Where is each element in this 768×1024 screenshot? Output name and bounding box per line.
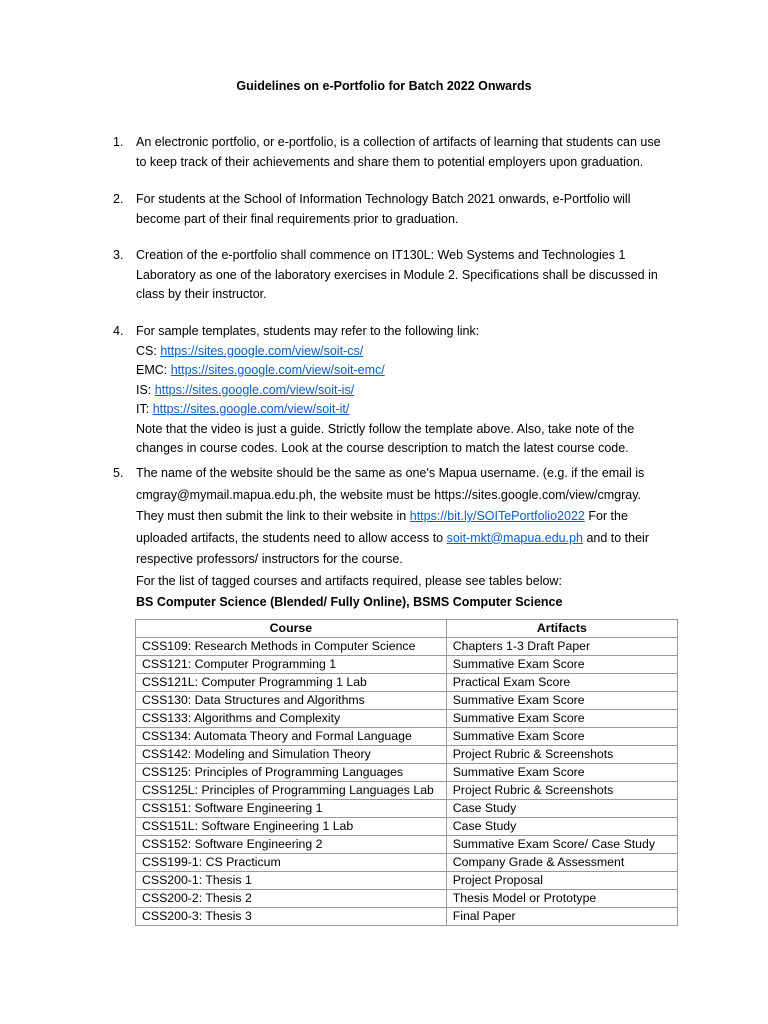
- text-segment: For the: [584, 509, 628, 523]
- course-cell: CSS134: Automata Theory and Formal Language: [136, 728, 447, 746]
- table-row: [136, 764, 678, 782]
- table-row: [136, 656, 678, 674]
- table-row: [136, 710, 678, 728]
- course-cell: CSS125: Principles of Programming Languages: [136, 764, 447, 782]
- item-text-line: An electronic portfolio, or e-portfolio, is a collection of artifacts of learning that students can use: [136, 135, 661, 149]
- item-text-line: cmgray@mymail.mapua.edu.ph, the website must be https://sites.google.com/view/cmgray.: [136, 487, 642, 502]
- artifact-cell: Summative Exam Score/ Case Study: [446, 836, 677, 854]
- table-row: [136, 674, 678, 692]
- table-row: [136, 836, 678, 854]
- table-row: [136, 692, 678, 710]
- course-cell: CSS121L: Computer Programming 1 Lab: [136, 674, 447, 692]
- artifact-cell: Summative Exam Score: [446, 710, 677, 728]
- template-link-is: [136, 381, 678, 401]
- artifact-cell: Summative Exam Score: [446, 764, 677, 782]
- email-link[interactable]: soit-mkt@mapua.edu.ph: [446, 530, 583, 545]
- course-cell: CSS109: Research Methods in Computer Science: [136, 638, 447, 656]
- link-label: IS:: [136, 382, 152, 397]
- template-link[interactable]: https://sites.google.com/view/soit-is/: [154, 382, 355, 397]
- item-number: 3.: [113, 248, 124, 262]
- column-header-artifacts: Artifacts: [446, 620, 677, 638]
- template-link-emc: [136, 361, 678, 381]
- item-text-line: [136, 506, 678, 528]
- course-cell: CSS151: Software Engineering 1: [136, 800, 447, 818]
- item-text-line: For students at the School of Information Technology Batch 2021 onwards, e-Portfolio will: [136, 192, 631, 206]
- course-cell: CSS151L: Software Engineering 1 Lab: [136, 818, 447, 836]
- artifact-cell: Summative Exam Score: [446, 656, 677, 674]
- item-text-line: For sample templates, students may refer to the following link:: [136, 324, 480, 338]
- course-cell: CSS152: Software Engineering 2: [136, 836, 447, 854]
- course-cell: CSS121: Computer Programming 1: [136, 656, 447, 674]
- item-text-line: class by their instructor.: [136, 287, 267, 301]
- artifact-cell: Project Proposal: [446, 872, 677, 890]
- template-link-cs: [136, 342, 678, 362]
- course-cell: CSS130: Data Structures and Algorithms: [136, 692, 447, 710]
- text-segment: and to their: [582, 530, 649, 545]
- artifact-cell: Final Paper: [446, 908, 677, 926]
- template-link-it: [136, 400, 678, 420]
- item-text-line: to keep track of their achievements and share them to potential employers upon graduation.: [136, 154, 644, 169]
- artifact-cell: Case Study: [446, 818, 677, 836]
- item-text-line: respective professors/ instructors for the course.: [136, 552, 403, 566]
- submission-link[interactable]: https://bit.ly/SOITePortfolio2022: [409, 509, 585, 523]
- table-header-row: [136, 620, 678, 638]
- table-row: [136, 800, 678, 818]
- template-link[interactable]: https://sites.google.com/view/soit-emc/: [170, 363, 385, 377]
- item-number: 2.: [113, 192, 124, 206]
- link-label: IT:: [136, 402, 150, 416]
- course-cell: CSS200-1: Thesis 1: [136, 872, 447, 890]
- item-number: 5.: [113, 466, 124, 480]
- artifact-cell: Company Grade & Assessment: [446, 854, 677, 872]
- link-label: CS:: [136, 343, 157, 358]
- item-text-line: Laboratory as one of the laboratory exercises in Module 2. Specifications shall be discussed in: [136, 267, 658, 282]
- item-text-line: Creation of the e-portfolio shall commence on IT130L: Web Systems and Technologies 1: [136, 248, 626, 262]
- table-row: [136, 908, 678, 926]
- course-cell: CSS200-3: Thesis 3: [136, 908, 447, 926]
- table-row: [136, 854, 678, 872]
- artifact-cell: Practical Exam Score: [446, 674, 677, 692]
- table-row: [136, 638, 678, 656]
- artifact-cell: Project Rubric & Screenshots: [446, 782, 677, 800]
- courses-table: [135, 619, 678, 926]
- course-cell: CSS199-1: CS Practicum: [136, 854, 447, 872]
- template-link[interactable]: https://sites.google.com/view/soit-cs/: [160, 343, 364, 358]
- text-segment: uploaded artifacts, the students need to allow access to: [136, 530, 447, 545]
- item-text-line: Note that the video is just a guide. Strictly follow the template above. Also, take note of the: [136, 421, 635, 436]
- course-cell: CSS142: Modeling and Simulation Theory: [136, 746, 447, 764]
- artifact-cell: Case Study: [446, 800, 677, 818]
- item-text-line: For the list of tagged courses and artifacts required, please see tables below:: [136, 573, 562, 588]
- table-body: [136, 638, 678, 926]
- course-cell: CSS200-2: Thesis 2: [136, 890, 447, 908]
- text-segment: They must then submit the link to their website in: [136, 509, 410, 523]
- column-header-course: Course: [136, 620, 447, 638]
- item-text-line: changes in course codes. Look at the course description to match the latest course code.: [136, 441, 629, 455]
- table-row: [136, 782, 678, 800]
- item-number: 1.: [113, 135, 124, 149]
- artifact-cell: Summative Exam Score: [446, 692, 677, 710]
- template-link[interactable]: https://sites.google.com/view/soit-it/: [152, 402, 350, 416]
- item-number: 4.: [113, 324, 124, 338]
- table-row: [136, 746, 678, 764]
- artifact-cell: Summative Exam Score: [446, 728, 677, 746]
- table-heading: BS Computer Science (Blended/ Fully Online), BSMS Computer Science: [136, 595, 563, 609]
- table-row: [136, 872, 678, 890]
- item-text-line: become part of their final requirements prior to graduation.: [136, 211, 459, 226]
- artifact-cell: Project Rubric & Screenshots: [446, 746, 677, 764]
- item-text-line: The name of the website should be the same as one's Mapua username. (e.g. if the email is: [136, 466, 645, 480]
- table-row: [136, 818, 678, 836]
- table-row: [136, 728, 678, 746]
- course-cell: CSS133: Algorithms and Complexity: [136, 710, 447, 728]
- artifact-cell: Thesis Model or Prototype: [446, 890, 677, 908]
- table-row: [136, 890, 678, 908]
- link-label: EMC:: [136, 363, 168, 377]
- page-title: Guidelines on e-Portfolio for Batch 2022 Onwards: [236, 79, 532, 93]
- item-text-line: [136, 528, 678, 550]
- artifact-cell: Chapters 1-3 Draft Paper: [446, 638, 677, 656]
- course-cell: CSS125L: Principles of Programming Languages Lab: [136, 782, 447, 800]
